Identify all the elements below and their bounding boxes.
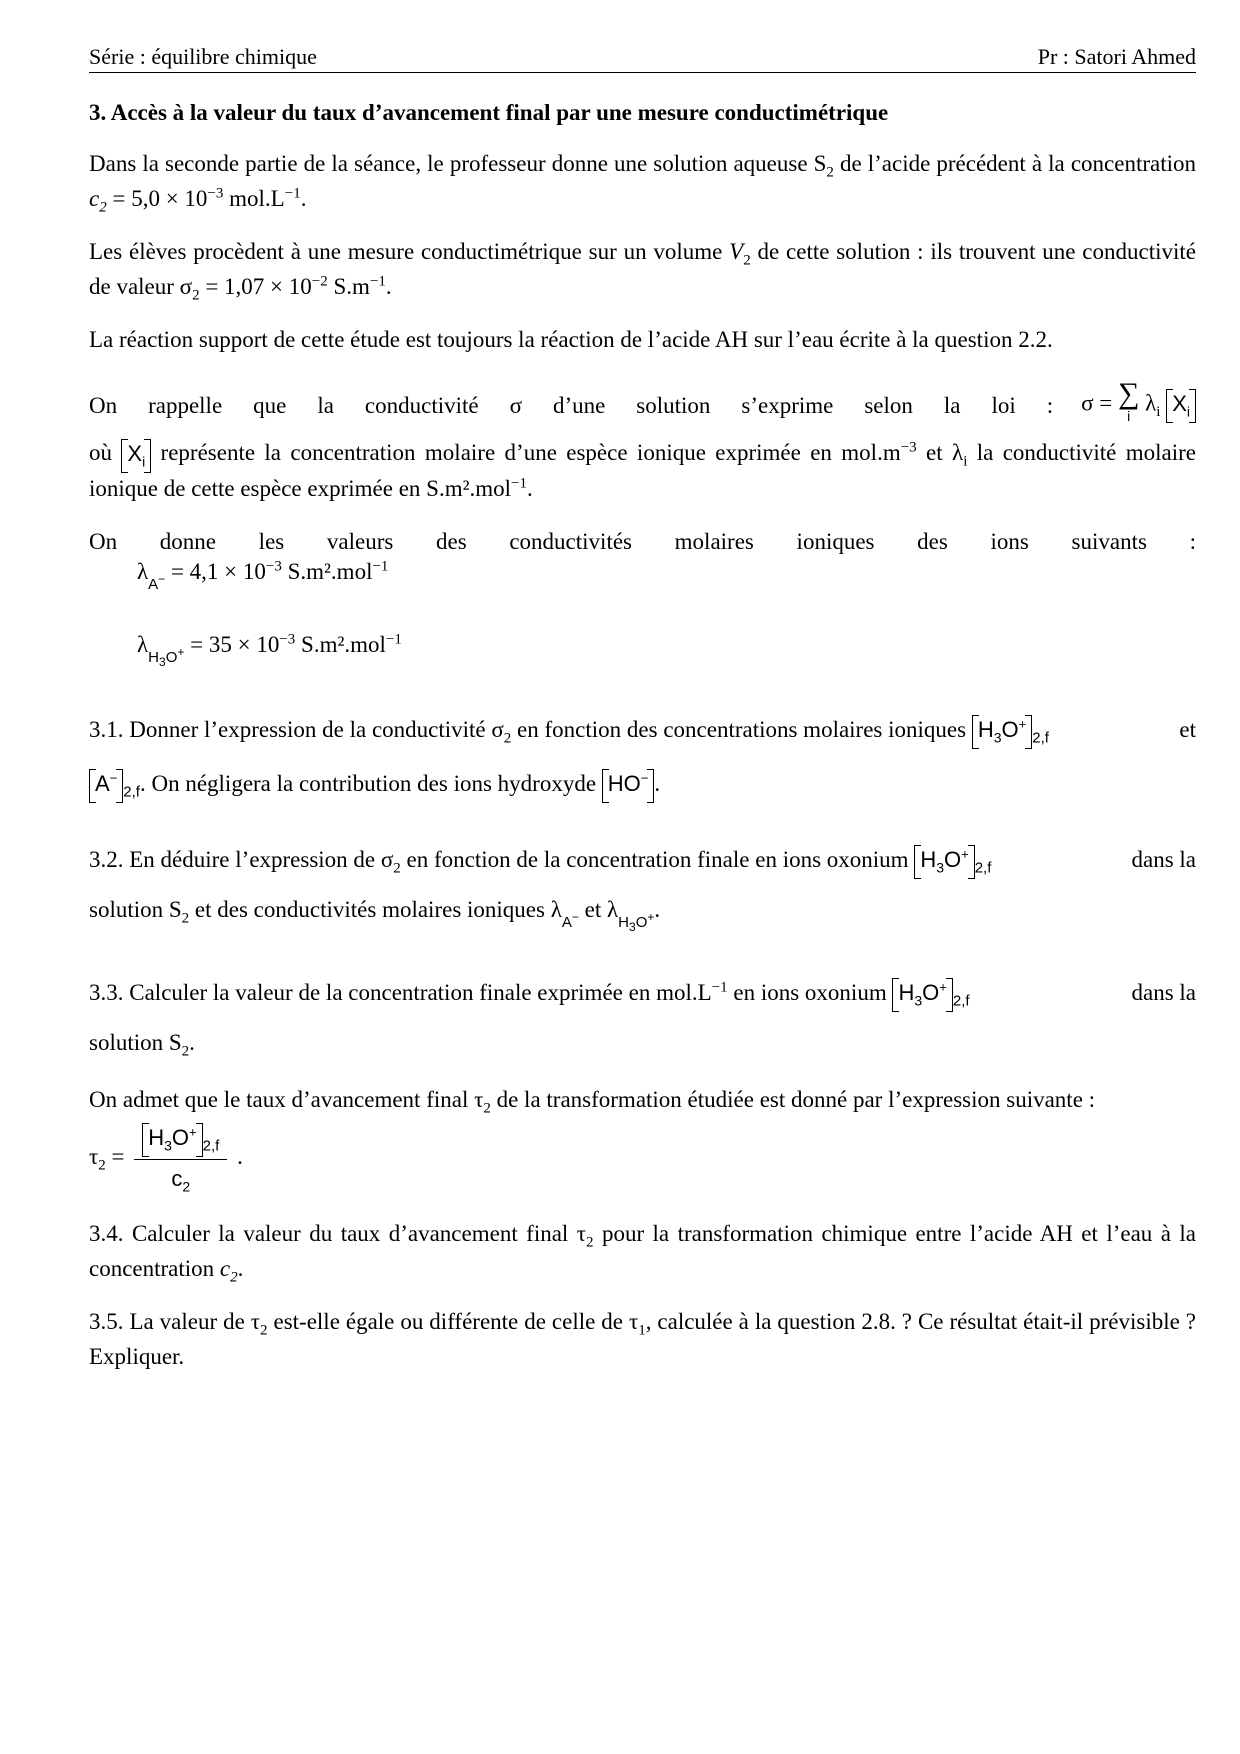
question-3-4: 3.4. Calculer la valeur du taux d’avancement final $\tau_2$ pour la transformation chimique entre l’acide AH et l’eau à la concentration $c_2$. [89, 1221, 1196, 1287]
paragraph-given-values: On donne les valeurs des conductivités molaires ioniques des ions suivants : [89, 528, 1196, 554]
page-header [89, 44, 1196, 73]
lambda-a-value: $\lambda_{A^-} = 4,1 \times 10^{-3}$ S.m².mol$^{-1}$ [137, 558, 389, 593]
section-title: 3. Accès à la valeur du taux d’avancement final par une mesure conductimétrique [89, 100, 889, 125]
conductivity-formula: σ = ∑ i $\lambda_i$ $X_i$ [1081, 383, 1196, 427]
paragraph-conductivity-measure: Les élèves procèdent à une mesure conductimétrique sur un volume $V_2$ de cette solution : ils trouvent une conductivité de valeur $\sigma_2 = 1,07 \times 10^{-2}$ $S.m^{-1}$. [89, 239, 1196, 304]
paragraph-tau-definition: On admet que le taux d’avancement final $\tau_2$ de la transformation étudiée est donné par l’expression suivante : [89, 1086, 1096, 1117]
question-3-5: 3.5. La valeur de $\tau_2$ est-elle égale ou différente de celle de $\tau_1$, calculée à la question 2.8. ? Ce résultat était-il prévisible ? Expliquer. [89, 1309, 1196, 1370]
paragraph-concentration-definition: où $X_i$ représente la concentration molaire d’une espèce ionique exprimée en $mol.m^{-3}$ et $\lambda_i$ la conductivité molaire ionique de cette espèce exprimée en S.m².mol$^{-1}$. [89, 439, 1196, 501]
question-3-1: 3.1. Donner l’expression de la conductivité $\sigma_2$ en fonction des concentrations molaires ioniques $H_3O^+$ $_{2,f}$ et A− $_{2,f}$. On négligera la contribution des ions hydroxyde HO− . [89, 703, 1196, 811]
paragraph-solution-s2: Dans la seconde partie de la séance, le professeur donne une solution aqueuse $S_2$ de l’acide précédent à la concentration $c_2 = 5,0 \times 10^{-3}$ $mol.L^{-1}$. [89, 151, 1196, 216]
paragraph-conductivity-law: On rappelle que la conductivité σ d’une solution s’exprime selon la loi : σ = ∑ i $\lambda_i$ $X_i$ [89, 383, 1196, 427]
document-body [89, 98, 1196, 1392]
question-3-2: 3.2. En déduire l’expression de $\sigma_2$ en fonction de la concentration finale en ions oxonium $H_3O^+$ $_{2,f}$ dans la solution $S_2$ et des conductivités molaires ioniques $\lambda_{A^-}$ et $\lambda_{H_3O^+}$. [89, 846, 1196, 934]
tau-formula: $\tau_2$ = $H_3O^+$ $_{2,f}$ $c_2$ . [89, 1123, 1196, 1195]
paragraph-reaction-support: La réaction support de cette étude est toujours la réaction de l’acide AH sur l’eau écrite à la question 2.2. [89, 327, 1053, 352]
header-author: Pr : Satori Ahmed [1037, 44, 1196, 69]
header-series-title: Série : équilibre chimique [89, 44, 317, 69]
question-3-3: 3.3. Calculer la valeur de la concentration finale exprimée en $mol.L^{-1}$ en ions oxonium $H_3O^+$ $_{2,f}$ dans la solution $S_2$. [89, 979, 1196, 1060]
lambda-h3o-value: $\lambda_{H_3O^+} = 35 \times 10^{-3}$ S.m².mol$^{-1}$ [137, 631, 402, 669]
